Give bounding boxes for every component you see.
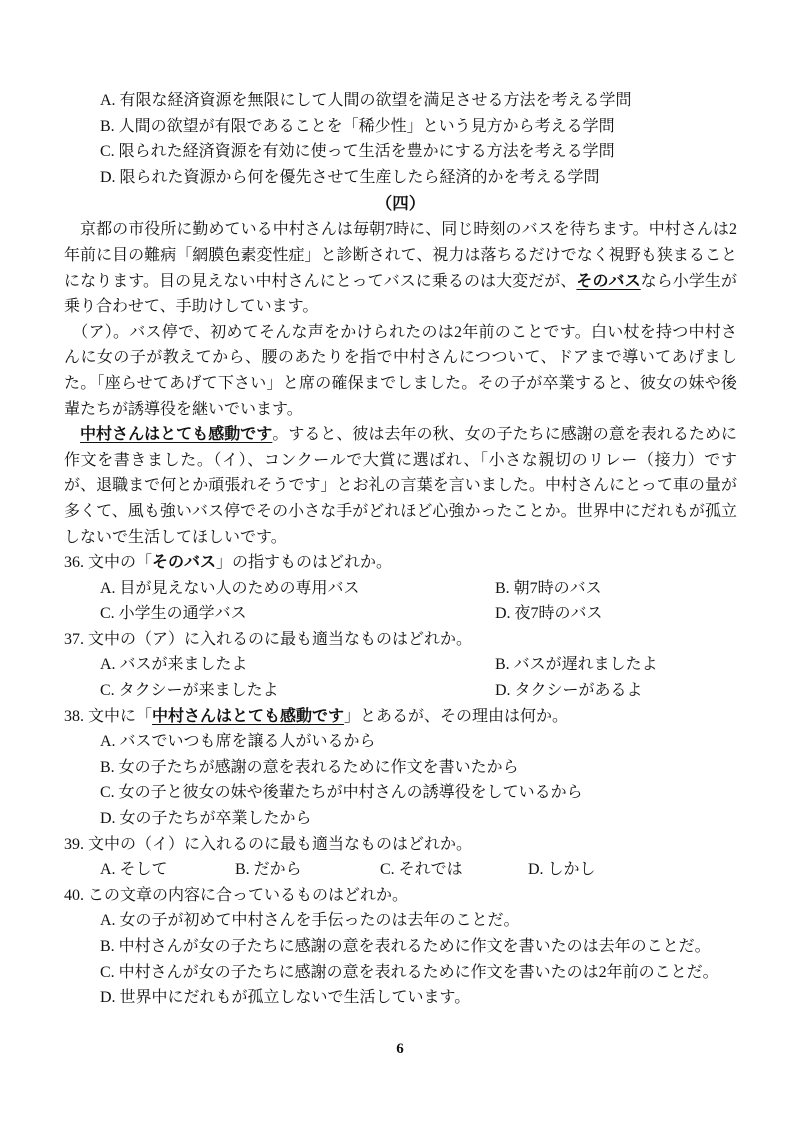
bold-underline-phrase-sonobasu: そのバス bbox=[576, 272, 641, 290]
stem-bold-underline-phrase: 中村さんはとても感動です bbox=[152, 707, 345, 725]
bold-underline-phrase-kandou: 中村さんはとても感動です bbox=[80, 426, 273, 444]
passage-paragraph-2 bbox=[64, 320, 737, 422]
question-option: B. バスが遅れましたよ bbox=[495, 656, 658, 674]
question-36-options bbox=[64, 576, 737, 627]
question-option: D. 女の子たちが卒業したから bbox=[100, 810, 312, 828]
option-d: D. 限られた資源から何を優先させて生産したら経済的かを考える学問 bbox=[100, 168, 600, 186]
question-option: A. バスでいつも席を譲る人がいるから bbox=[100, 733, 376, 751]
stem-bold-phrase: そのバス bbox=[152, 554, 217, 572]
question-option: A. バスが来ましたよ bbox=[100, 656, 248, 674]
paragraph-text: 京都の市役所に勤めている中村さんは毎朝7時に、同じ時刻のバスを待ちます。中村さんは2年前に目の難病「網膜色素変性症」と診断されて、視力は落ちるだけでなく視野も狭まることになります。目の見えない中村さんにとってバスに乗るのは大変だが、 bbox=[64, 221, 737, 290]
question-38-stem bbox=[64, 704, 737, 730]
paragraph-text: なら小学生が乗り合わせて、手助けしています。 bbox=[64, 272, 737, 316]
question-option: B. 中村さんが女の子たちに感謝の意を表れるために作文を書いたのは去年のことだ。 bbox=[100, 938, 711, 955]
option-a: A. 有限な経済資源を無限にして人間の欲望を満足させる方法を考える学問 bbox=[100, 92, 632, 109]
question-option: C. 小学生の通学バス bbox=[100, 605, 247, 623]
paragraph-text: 。すると、彼は去年の秋、女の子たちに感謝の意を表れるために作文を書きました。（イ）、コンクールで大賞に選ばれ、「小さな親切のリレー（接力）ですが、退職まで何とか頑張れそうです」とお礼の言葉を言いました。中村さんにとって車の量が多くて、風も強いバス停でその小さな手がどれほど心強かったことか。世界中にだれもが孤立しないで生活してほしいです。 bbox=[64, 426, 737, 546]
question-option: C. それでは bbox=[380, 861, 463, 879]
question-option: B. 朝7時のバス bbox=[495, 579, 602, 597]
question-option: C. 中村さんが女の子たちに感謝の意を表れるために作文を書いたのは2年前のことだ。 bbox=[100, 963, 719, 981]
question-39 bbox=[64, 832, 737, 883]
stem-text: 」とあるが、その理由は何か。 bbox=[344, 707, 569, 725]
question-option: D. 夜7時のバス bbox=[495, 605, 603, 623]
question-option: A. 女の子が初めて中村さんを手伝ったのは去年のことだ。 bbox=[100, 912, 520, 930]
question-37-options bbox=[64, 652, 737, 703]
question-39-options bbox=[64, 857, 737, 883]
option-b: B. 人間の欲望が有限であることを「稀少性」という見方から考える学問 bbox=[100, 117, 615, 135]
previous-question-options bbox=[64, 88, 737, 190]
page-number: 6 bbox=[396, 1041, 404, 1058]
question-option: B. 女の子たちが感謝の意を表れるために作文を書いたから bbox=[100, 758, 519, 776]
question-40 bbox=[64, 883, 737, 1011]
stem-text: 38. 文中に「 bbox=[64, 707, 153, 725]
question-40-options bbox=[64, 908, 737, 1010]
question-40-stem: 40. この文章の内容に合っているものはどれか。 bbox=[64, 886, 409, 904]
paragraph-text: （ア）。バス停で、初めてそんな声をかけられたのは2年前のことです。白い杖を持つ中村さんに女の子が教えてから、腰のあたりを指で中村さんにつついて、ドアまで導いてあげました。「座らせてあげて下さい」と席の確保までしました。その子が卒業すると、彼女の妹や後輩たちが誘導役を継いでいます。 bbox=[64, 323, 737, 418]
passage-paragraph-3 bbox=[64, 422, 737, 550]
question-option: A. そして bbox=[100, 861, 168, 879]
question-option: C. タクシーが来ましたよ bbox=[100, 682, 279, 700]
question-38-options bbox=[64, 729, 737, 831]
question-38 bbox=[64, 704, 737, 832]
question-option: D. 世界中にだれもが孤立しないで生活しています。 bbox=[100, 989, 471, 1007]
question-option: B. だから bbox=[235, 861, 302, 879]
passage-paragraph-1 bbox=[64, 217, 737, 319]
question-37 bbox=[64, 627, 737, 704]
question-39-stem: 39. 文中の（イ）に入れるのに最も適当なものはどれか。 bbox=[64, 835, 473, 853]
stem-text: 」の指すものはどれか。 bbox=[216, 554, 393, 572]
question-37-stem: 37. 文中の（ア）に入れるのに最も適当なものはどれか。 bbox=[64, 630, 473, 648]
page-content bbox=[64, 88, 737, 1011]
stem-text: 36. 文中の「 bbox=[64, 554, 153, 572]
question-36-stem bbox=[64, 550, 737, 576]
option-c: C. 限られた経済資源を有効に使って生活を豊かにする方法を考える学問 bbox=[100, 143, 615, 161]
paragraph-indent bbox=[64, 426, 80, 443]
section-title: （四） bbox=[375, 194, 426, 214]
question-option: A. 目が見えない人のための専用バス bbox=[100, 579, 360, 597]
question-option: D. タクシーがあるよ bbox=[495, 682, 643, 700]
question-option: D. しかし bbox=[528, 861, 596, 879]
question-36 bbox=[64, 550, 737, 627]
question-option: C. 女の子と彼女の妹や後輩たちが中村さんの誘導役をしているから bbox=[100, 784, 583, 802]
